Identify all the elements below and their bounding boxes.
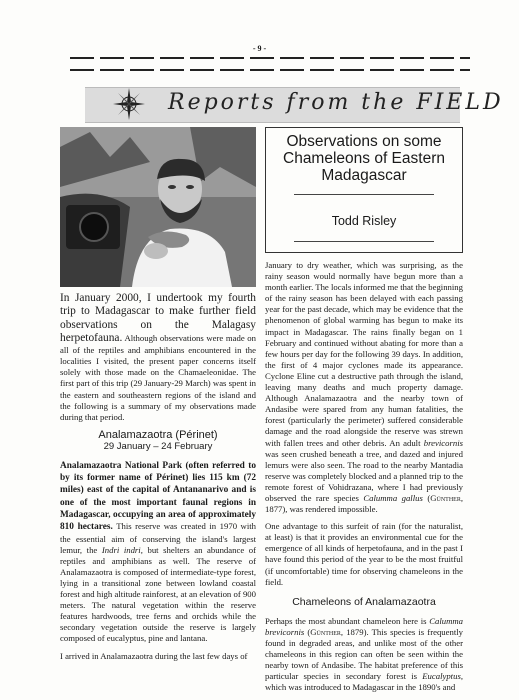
park-species: Indri indri <box>101 544 141 555</box>
weather-authority: Günther <box>430 492 461 503</box>
park-paragraph <box>60 460 256 645</box>
section-heading-chameleons: Chameleons of Analamazaotra <box>292 595 436 608</box>
weather-text-3: ( <box>422 492 431 503</box>
weather-text-1: January to dry weather, which was surprising, as the rainy season would normally have begun more than a month earlier. The locals informed me that the beginning of the rainy season has been delayed with each passing year for the past decade, which may be evidence that the phenomenon of global warming has begun to make its impact in Madagascar. The rains finally began on 1 February and continued without abating for more than a few hours per day for the following 39 days. In addition, the first of 4 major cyclones made its appearance. Cyclone Eline cut a destructive path through the island, leaving many deaths and much property damage. Although Analamazaotra and the nearby town of Andasibe were spared from any human fatalities, the forest (particularly the perimeter) suffered considerable damage and the road alongside the reserve was strewn with fallen trees and other debris. An adult <box>265 260 463 448</box>
chameleon-text-2: ( <box>304 626 311 637</box>
compass-icon <box>112 87 146 121</box>
weather-species-2: Calumma gallus <box>363 492 423 503</box>
park-text-2: , but shelters an abundance of reptiles and amphibians as well. The reserve of Analamazaotra is composed of intermediate-type forest, lying in a transitional zone between lowland coastal forest and high altitude rainforest, at an elevation of 900 meters. The natural vegetation within the reserve features hardwoods, tree ferns and orchids while the secondary vegetation outside the reserve is largely composed of eucalyptus, pine and lantana. <box>60 544 256 644</box>
chameleon-text-1: Perhaps the most abundant chameleon here is <box>265 615 430 626</box>
chameleon-species-1: Calumma brevicornis <box>265 615 463 637</box>
weather-text-2: was seen crushed beneath a tree, and dazed and injured lemurs were also seen. The road to the nearby Mantadia reserve was completely blocked and a planned trip to the remote forest of Vohidrazana, where I had previously observed the rare species <box>265 448 463 503</box>
right-column <box>265 260 463 699</box>
author-photo <box>60 127 256 287</box>
left-column <box>60 292 256 668</box>
page-number: - 9 - <box>252 44 267 53</box>
section-dates: 29 January – 24 February <box>103 440 213 452</box>
chameleon-text-4: , which was introduced to Madagascar in the 1890's and <box>265 671 463 693</box>
header-rule-top <box>70 57 470 59</box>
banner-title: Reports from the FIELD <box>168 90 504 115</box>
weather-species-1: brevicornis <box>423 437 463 448</box>
author-rule-bottom <box>294 241 434 242</box>
chameleon-species-2: Eucalyptus <box>422 671 461 682</box>
chameleon-text-3: , 1879). This species is frequently found in degraded areas, and unlike most of the other chameleons in this region can often be seen within the nearby town of Andasibe. The habitat preference of this particular species in secondary forest is <box>265 626 463 682</box>
weather-text-4: , 1877), was rendered impossible. <box>265 492 463 515</box>
arrival-paragraph: I arrived in Analamazaotra during the last few days of <box>60 650 248 661</box>
park-lead: Analamazaotra National Park (often referred to by its former name of Périnet) lies 115 km (72 miles) east of the capital of Antananarivo and is one of the most important faunal regions in Madagascar, occupying an area of approximately 810 hectares. <box>60 460 256 533</box>
chameleon-authority: Günther <box>310 626 341 637</box>
article-title: Observations on some Chameleons of Eastern Madagascar <box>283 133 445 184</box>
section-heading-location: Analamazaotra (Périnet) <box>98 428 218 441</box>
author-rule-top <box>294 194 434 195</box>
chameleon-paragraph <box>265 616 463 694</box>
intro-paragraph <box>60 292 256 423</box>
intro-lead: In January 2000, I undertook my fourth trip to Madagascar to make further field observations on the Malagasy herpetofauna. <box>60 292 256 344</box>
rain-paragraph: One advantage to this surfeit of rain (for the naturalist, at least) is that it provides an environmental cue for the emergence of all kinds of herpetofauna, and in the past I have found this period of the year to be the most fruitful (if uncomfortable) time for observing chameleons in the field. <box>265 521 463 587</box>
intro-rest: Although observations were made on all of the reptiles and amphibians encountered in the localities I visited, the present paper concerns itself solely with those made on the Chamaeleonidae. The first part of this trip (29 January-29 March) was spent in the eastern and southeastern regions of the island and the following is a summary of my observations made during that period. <box>60 332 256 422</box>
park-text-1: This reserve was created in 1970 with the essential aim of conserving the island's largest lemur, the <box>60 521 257 555</box>
article-title-box <box>265 127 463 253</box>
header-rule-bottom <box>70 69 470 71</box>
article-author: Todd Risley <box>331 214 397 228</box>
weather-paragraph <box>265 260 463 515</box>
